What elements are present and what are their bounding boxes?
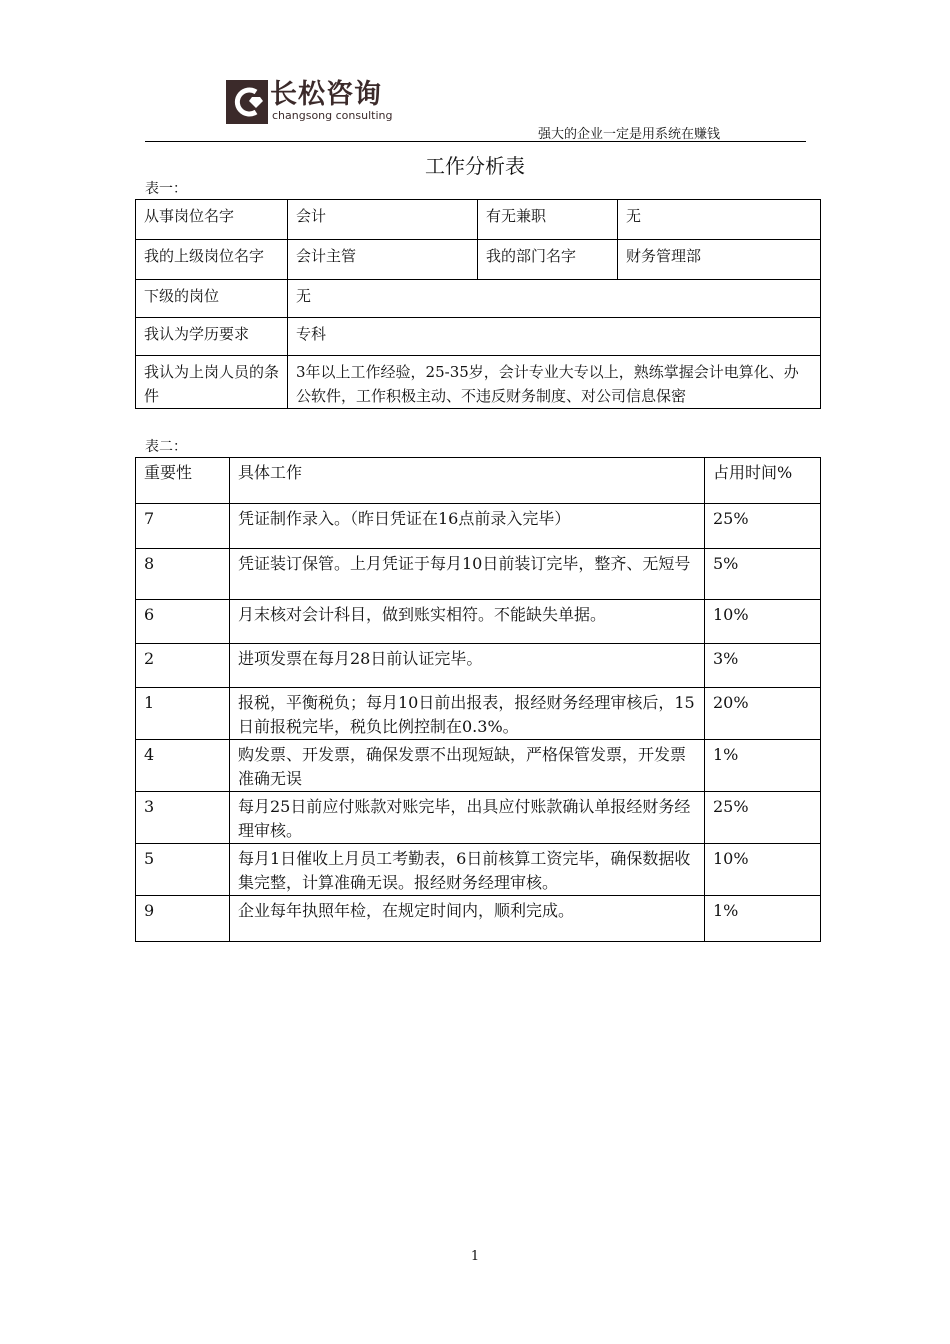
table-cell: 无 — [618, 200, 821, 240]
header-slogan: 强大的企业一定是用系统在赚钱 — [538, 127, 721, 142]
job-info-table — [135, 199, 821, 409]
table-cell: 无 — [288, 280, 821, 318]
table-cell: 2 — [136, 644, 230, 688]
work-tasks-table — [135, 457, 821, 942]
table-row — [136, 844, 821, 896]
table-cell: 20% — [705, 688, 821, 740]
table-cell: 1 — [136, 688, 230, 740]
table-cell: 7 — [136, 504, 230, 549]
table-row — [136, 549, 821, 600]
table2-caption: 表二： — [145, 439, 187, 455]
table-cell: 月末核对会计科目，做到账实相符。不能缺失单据。 — [230, 600, 705, 644]
table-cell: 凭证制作录入。（昨日凭证在16点前录入完毕） — [230, 504, 705, 549]
logo-english-name: changsong consulting — [272, 109, 393, 122]
table-row — [136, 280, 821, 318]
table-cell: 我的上级岗位名字 — [136, 240, 288, 280]
table-cell: 6 — [136, 600, 230, 644]
table-cell: 报税，平衡税负；每月10日前出报表，报经财务经理审核后，15日前报税完毕，税负比例控制在0.3%。 — [230, 688, 705, 740]
header-divider — [145, 141, 806, 142]
table-cell: 我的部门名字 — [478, 240, 618, 280]
table-cell: 每月1日催收上月员工考勤表，6日前核算工资完毕，确保数据收集完整，计算准确无误。报经财务经理审核。 — [230, 844, 705, 896]
table-header-cell: 重要性 — [136, 458, 230, 504]
table-row — [136, 504, 821, 549]
table-cell: 10% — [705, 844, 821, 896]
table1-caption: 表一： — [145, 181, 187, 197]
table-row — [136, 600, 821, 644]
table-row — [136, 200, 821, 240]
table-header-cell: 具体工作 — [230, 458, 705, 504]
table-cell: 3 — [136, 792, 230, 844]
table-row — [136, 356, 821, 409]
table-cell: 5 — [136, 844, 230, 896]
table-header-cell: 占用时间% — [705, 458, 821, 504]
table-cell: 财务管理部 — [618, 240, 821, 280]
table-row — [136, 896, 821, 942]
table-cell: 专科 — [288, 318, 821, 356]
table-cell: 3% — [705, 644, 821, 688]
logo-chinese-name: 长松咨询 — [270, 79, 382, 110]
table-cell: 25% — [705, 504, 821, 549]
table-cell: 有无兼职 — [478, 200, 618, 240]
table-row — [136, 740, 821, 792]
table-header-row — [136, 458, 821, 504]
table-row — [136, 644, 821, 688]
table-cell: 我认为上岗人员的条件 — [136, 356, 288, 409]
table-cell: 8 — [136, 549, 230, 600]
table-cell: 进项发票在每月28日前认证完毕。 — [230, 644, 705, 688]
company-logo — [226, 80, 392, 126]
table-cell: 购发票、开发票，确保发票不出现短缺，严格保管发票，开发票准确无误 — [230, 740, 705, 792]
table-row — [136, 792, 821, 844]
table-cell: 10% — [705, 600, 821, 644]
table-row — [136, 318, 821, 356]
table-cell: 每月25日前应付账款对账完毕，出具应付账款确认单报经财务经理审核。 — [230, 792, 705, 844]
table-cell: 4 — [136, 740, 230, 792]
table-cell: 凭证装订保管。上月凭证于每月10日前装订完毕，整齐、无短号 — [230, 549, 705, 600]
table-cell: 会计主管 — [288, 240, 478, 280]
table-cell: 1% — [705, 740, 821, 792]
page-number: 1 — [470, 1249, 480, 1264]
changsong-logo-icon — [226, 80, 268, 124]
document-title: 工作分析表 — [425, 154, 525, 178]
table-cell: 9 — [136, 896, 230, 942]
table-cell: 我认为学历要求 — [136, 318, 288, 356]
table-row — [136, 240, 821, 280]
table-cell: 会计 — [288, 200, 478, 240]
table-cell: 3年以上工作经验，25-35岁，会计专业大专以上，熟练掌握会计电算化、办公软件，工作积极主动、不违反财务制度、对公司信息保密 — [288, 356, 821, 409]
table-cell: 5% — [705, 549, 821, 600]
table-cell: 下级的岗位 — [136, 280, 288, 318]
table-cell: 1% — [705, 896, 821, 942]
table-cell: 25% — [705, 792, 821, 844]
table-cell: 企业每年执照年检，在规定时间内，顺利完成。 — [230, 896, 705, 942]
table-row — [136, 688, 821, 740]
table-cell: 从事岗位名字 — [136, 200, 288, 240]
